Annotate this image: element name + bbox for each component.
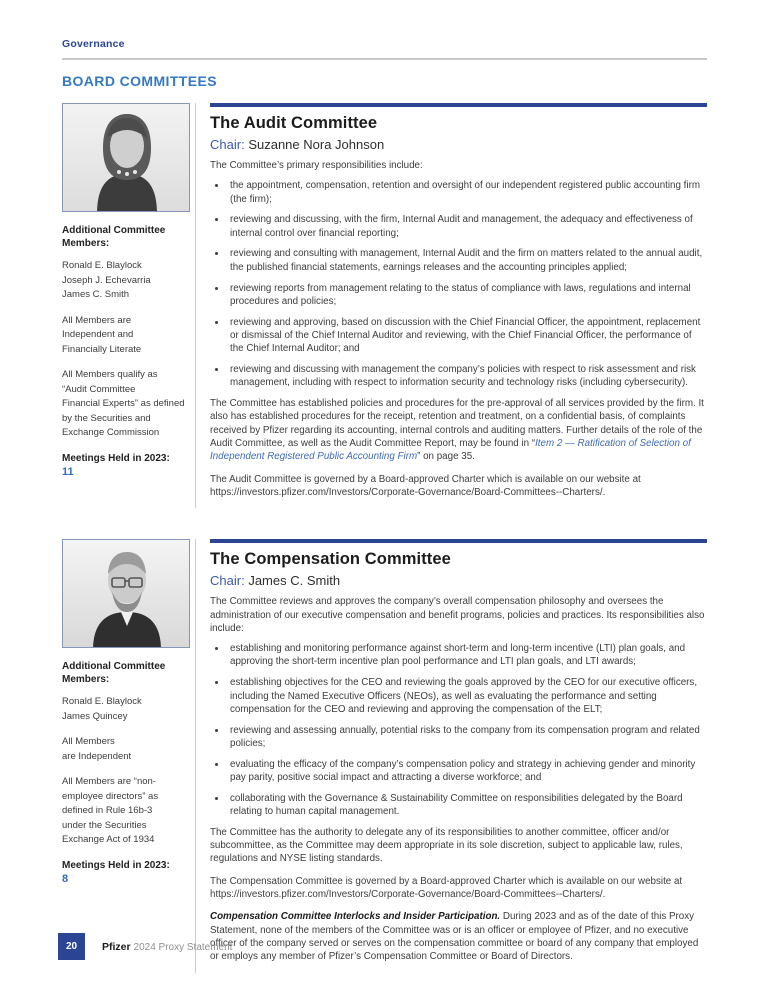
page-footer	[58, 933, 232, 960]
audit-preapproval-paragraph: The Committee has established policies and procedures for the pre-approval of all services provided by the firm. It also has established procedures for the receipt, retention and treatment, on a confidential basis, of complaints received by Pfizer regarding its accounting, internal controls and auditing matters. Further details of the role of the Audit Committee, as well as the Audit Committee Report, may be found in “Item 2 — Ratification of Selection of Independent Registered Public Accounting Firm” on page 35.	[210, 398, 704, 463]
audit-charter-paragraph: The Audit Committee is governed by a Board-approved Charter which is available on our website at https://investors.pfizer.com/Investors/Corporate-Governance/Board-Committees--Charters/.	[210, 473, 641, 498]
compensation-sidebar-heading: Additional Committee Members:	[62, 661, 166, 686]
header-divider	[62, 58, 707, 60]
page-number-badge: 20	[58, 933, 85, 960]
audit-member-list	[62, 259, 189, 303]
chair-name: Suzanne Nora Johnson	[248, 137, 385, 152]
compensation-chair-line	[210, 573, 707, 588]
audit-committee-section	[62, 103, 707, 508]
brand-name: Pfizer	[102, 940, 131, 953]
meetings-label: Meetings Held in 2023:	[62, 452, 170, 464]
portrait-photo-woman-icon	[63, 104, 190, 212]
member-name: James C. Smith	[62, 289, 130, 300]
audit-meetings-held	[62, 452, 189, 480]
page-title: BOARD COMMITTEES	[62, 73, 217, 89]
chair-label: Chair:	[210, 573, 245, 589]
audit-bullet: • reviewing reports from management relating to the status of compliance with laws, regulations and internal procedures and policies;	[227, 282, 707, 309]
item2-crossreference-link[interactable]: Item 2 — Ratification of Selection of Independent Registered Public Accounting Firm	[210, 438, 691, 463]
audit-sidebar-heading: Additional Committee Members:	[62, 225, 166, 249]
compensation-responsibilities-list	[210, 642, 707, 818]
compensation-committee-section	[62, 539, 707, 972]
section-top-bar	[210, 539, 707, 543]
audit-bullet: • reviewing and discussing, with the firm, Internal Audit and management, the adequacy and effectiveness of internal control over financial reporting;	[227, 213, 707, 240]
audit-responsibilities-list	[210, 179, 707, 389]
portrait-photo-man-icon	[63, 540, 190, 648]
member-name: James Quincey	[62, 710, 128, 722]
compensation-intro: The Committee reviews and approves the company’s overall compensation philosophy and oversees the administration of our executive compensation and benefit programs, policies and practices. Its responsibilities also include:	[210, 596, 705, 634]
compensation-committee-title: The Compensation Committee	[210, 550, 451, 569]
compensation-bullet: • evaluating the efficacy of the company’s compensation policy and strategy in achieving gender and minority pay parity, positive social impact and attracting a diverse workforce; and	[227, 758, 707, 785]
footer-brand-line	[102, 941, 232, 953]
compensation-interlocks-paragraph: Compensation Committee Interlocks and Insider Participation. During 2023 and as of the date of this Proxy Statement, none of the members of the Committee was or is an officer or employee of Pfizer, and no executive officer of the company served or serves on the compensation committee or board of any company that employed or employs any member of Pfizer’s Compensation Committee or Board of Directors.	[210, 911, 699, 963]
audit-bullet: • reviewing and consulting with management, Internal Audit and the firm on matters related to the annual audit, the published financial statements, earnings releases and the accounting principles applied;	[227, 247, 707, 274]
audit-bullet: • reviewing and discussing with management the company’s policies with respect to risk assessment and risk management, including with respect to information security and technology risks (including cybersecurity).	[227, 363, 707, 390]
meetings-label: Meetings Held in 2023:	[62, 859, 170, 871]
audit-chair-line	[210, 137, 707, 152]
compensation-delegation-paragraph: The Committee has the authority to delegate any of its responsibilities to another committee, officer and/or subcommittee, as the Committee may deem appropriate in its sole discretion, subject to applicable law, rules, regulations and NYSE listing standards.	[210, 826, 683, 865]
audit-sidebar	[62, 103, 196, 508]
compensation-chair-photo	[62, 539, 190, 648]
meetings-count: 11	[62, 465, 74, 478]
audit-chair-photo	[62, 103, 190, 212]
compensation-charter-paragraph: The Compensation Committee is governed by a Board-approved Charter which is available on our website at https://investors.pfizer.com/Investors/Corporate-Governance/Board-Committees--Charters/.	[210, 875, 683, 901]
document-title: 2024 Proxy Statement	[133, 941, 233, 953]
audit-bullet: • the appointment, compensation, retention and oversight of our independent registered public accounting firm (the firm);	[227, 179, 707, 206]
audit-intro: The Committee’s primary responsibilities include:	[210, 160, 423, 171]
compensation-bullet: • reviewing and assessing annually, potential risks to the company from its compensation program and related policies;	[227, 724, 707, 751]
compensation-sidebar	[62, 539, 196, 972]
compensation-bullet: • collaborating with the Governance & Sustainability Committee on responsibilities delegated by the Board relating to human capital management.	[227, 792, 707, 819]
compensation-independence-note: All Members are Independent	[62, 736, 132, 762]
member-name: Ronald E. Blaylock	[62, 260, 142, 271]
chair-name: James C. Smith	[248, 573, 341, 589]
compensation-bullet: • establishing and monitoring performance against short-term and long-term incentive (LTI) plan goals, and approving the short-term incentive plan pool performance and LTI plan goals, and LTI awards;	[227, 642, 707, 669]
member-name: Ronald E. Blaylock	[62, 696, 142, 708]
section-top-bar	[210, 103, 707, 107]
audit-experts-note: All Members qualify as “Audit Committee Financial Experts” as defined by the Securities and Exchange Commission	[62, 369, 185, 438]
chair-label: Chair:	[210, 137, 245, 152]
compensation-main-column	[210, 539, 707, 972]
compensation-member-list	[62, 695, 189, 724]
compensation-meetings-held	[62, 859, 189, 887]
section-eyebrow: Governance	[62, 38, 125, 50]
compensation-nonemployee-note: All Members are “non- employee directors” as defined in Rule 16b-3 under the Securities Exchange Act of 1934	[62, 776, 159, 846]
interlocks-heading: Compensation Committee Interlocks and Insider Participation.	[210, 911, 501, 923]
member-name: Joseph J. Echevarria	[62, 274, 151, 286]
audit-independence-note: All Members are Independent and Financially Literate	[62, 314, 142, 355]
meetings-count: 8	[62, 872, 69, 885]
audit-main-column	[210, 103, 707, 508]
audit-committee-title: The Audit Committee	[210, 114, 378, 132]
compensation-bullet: • establishing objectives for the CEO and reviewing the goals approved by the CEO for our executive officers, including the Named Executive Officers (NEOs), as well as evaluating the performance and setting compensation for the CEO and reviewing and approving the compensation of the ELT;	[227, 676, 707, 716]
audit-bullet: • reviewing and approving, based on discussion with the Chief Financial Officer, the appointment, replacement or dismissal of the Chief Internal Auditor and reviewing, with the Chief Financial Officer, the performance of the Chief Internal Auditor; and	[227, 316, 707, 356]
